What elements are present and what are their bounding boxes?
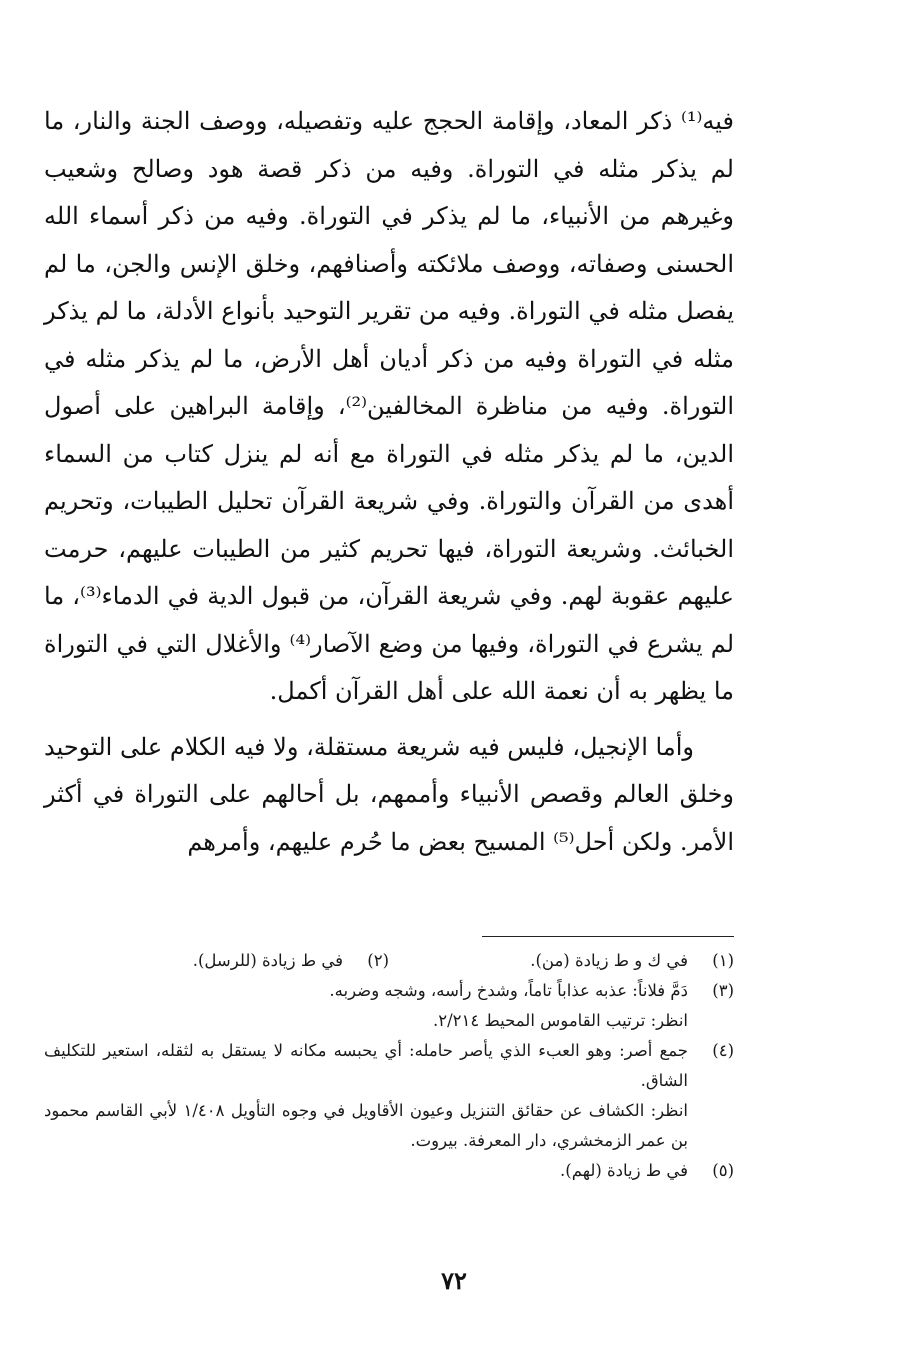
footnote-separator (482, 936, 734, 937)
footnote-number: (٥) (712, 1161, 734, 1180)
footnote-number: (٤) (712, 1041, 734, 1060)
paragraph-2: وأما الإنجيل، فليس فيه شريعة مستقلة، ولا فيه الكلام على التوحيد وخلق العالم وقصص الأنبياء وأممهم، بل أحالهم على التوراة في أكثر الأمر. ولكن أحل⁽⁵⁾ المسيح بعض ما حُرم عليهم، وأمرهم (44, 732, 734, 856)
footnote-3 (44, 976, 734, 1006)
footnote-number: (٣) (712, 981, 734, 1000)
footnote-4-reference: انظر: الكشاف عن حقائق التنزيل وعيون الأقاويل في وجوه التأويل ١/٤٠٨ لأبي القاسم محمود بن عمر الزمخشري، دار المعرفة. بيروت. (44, 1101, 689, 1150)
footnote-2 (44, 946, 389, 976)
footnote-number: (٢) (367, 951, 389, 970)
footnote-text: في ط زيادة (للرسل). (192, 951, 343, 970)
footnote-3-reference: انظر: ترتيب القاموس المحيط ٢/٢١٤. (432, 1011, 688, 1030)
page-number: ٧٢ (441, 1266, 467, 1295)
footnote-text: في ك و ط زيادة (من). (530, 951, 688, 970)
footnote-1 (389, 946, 734, 976)
footnote-row-1-2 (44, 946, 734, 976)
footnote-text: في ط زيادة (لهم). (560, 1161, 688, 1180)
footnote-text: دَمَّ فلاناً: عذبه عذاباً تاماً، وشدخ رأسه، وشجه وضربه. (329, 981, 688, 1000)
main-text-block (44, 98, 734, 866)
paragraph-1: فيه⁽¹⁾ ذكر المعاد، وإقامة الحجج عليه وتفصيله، ووصف الجنة والنار، ما لم يذكر مثله في التوراة. وفيه من ذكر قصة هود وصالح وشعيب وغيرهم من الأنبياء، ما لم يذكر في التوراة. وفيه من ذكر أسماء الله الحسنى وصفاته، ووصف ملائكته وأصنافهم، وخلق الإنس والجن، ما لم يفصل مثله في التوراة. وفيه من تقرير التوحيد بأنواع الأدلة، ما لم يذكر مثله في التوراة وفيه من ذكر أديان أهل الأرض، ما لم يذكر مثله في التوراة. وفيه من مناظرة المخالفين⁽²⁾، وإقامة البراهين على أصول الدين، ما لم يذكر مثله في التوراة مع أنه لم ينزل كتاب من السماء أهدى من القرآن والتوراة. وفي شريعة القرآن تحليل الطيبات، وتحريم الخبائث. وشريعة التوراة، فيها تحريم كثير من الطيبات عليهم، حرمت عليهم عقوبة لهم. وفي شريعة القرآن، من قبول الدية في الدماء⁽³⁾، ما لم يشرع في التوراة، وفيها من وضع الآصار⁽⁴⁾ والأغلال التي في التوراة ما يظهر به أن نعمة الله على أهل القرآن أكمل. (44, 107, 735, 705)
footnote-text: جمع أصر: وهو العبء الذي يأصر حامله: أي يحبسه مكانه لا يستقل به لثقله، استعير للتكليف الشاق. (44, 1041, 688, 1090)
body-text (44, 98, 734, 866)
footnote-4 (44, 1036, 734, 1096)
footnote-5 (44, 1156, 734, 1186)
footnotes (44, 946, 734, 1186)
footnote-number: (١) (712, 951, 734, 970)
